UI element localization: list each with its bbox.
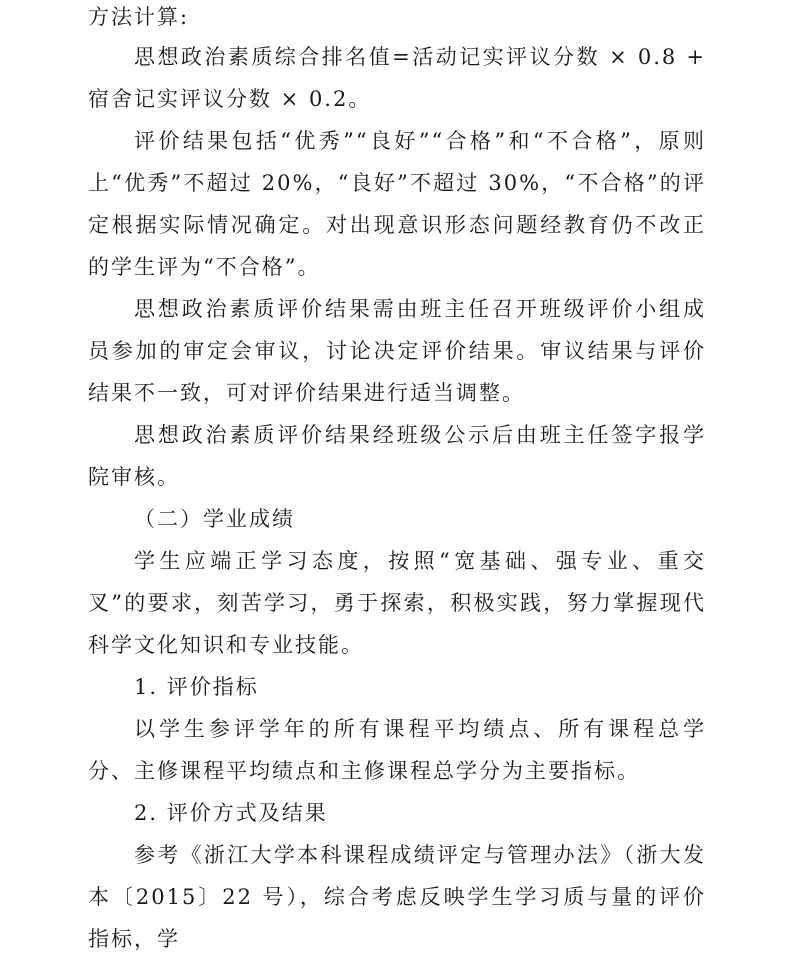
section-heading: （二）学业成绩 (134, 507, 295, 531)
results-paragraph: 评价结果包括“优秀”“良好”“合格”和“不合格”，原则上“优秀”不超过 20%，“良好”不超过 30%，“不合格”的评定根据实际情况确定。对出现意识形态问题经教育仍不改正的学生评为“不合格”。 (88, 129, 706, 279)
indicators-paragraph: 以学生参评学年的所有课程平均绩点、所有课程总学分、主修课程平均绩点和主修课程总学分为主要指标。 (88, 717, 706, 783)
sub-heading-method: 2. 评价方式及结果 (134, 801, 328, 825)
academic-paragraph: 学生应端正学习态度，按照“宽基础、强专业、重交叉”的要求，刻苦学习，勇于探索，积极实践，努力掌握现代科学文化知识和专业技能。 (88, 549, 706, 657)
sub-heading-indicators: 1. 评价指标 (134, 675, 259, 699)
review-paragraph: 思想政治素质评价结果需由班主任召开班级评价小组成员参加的审定会审议，讨论决定评价结果。审议结果与评价结果不一致，可对评价结果进行适当调整。 (88, 297, 706, 405)
method-paragraph: 参考《浙江大学本科课程成绩评定与管理办法》（浙大发本〔2015〕22 号），综合考虑反映学生学习质与量的评价指标，学 (88, 843, 706, 951)
line-method-calc: 方法计算: (88, 5, 190, 29)
formula-paragraph: 思想政治素质综合排名值=活动记实评议分数 × 0.8 + 宿舍记实评议分数 × 0.2。 (88, 45, 706, 111)
publicity-paragraph: 思想政治素质评价结果经班级公示后由班主任签字报学院审核。 (88, 423, 706, 489)
